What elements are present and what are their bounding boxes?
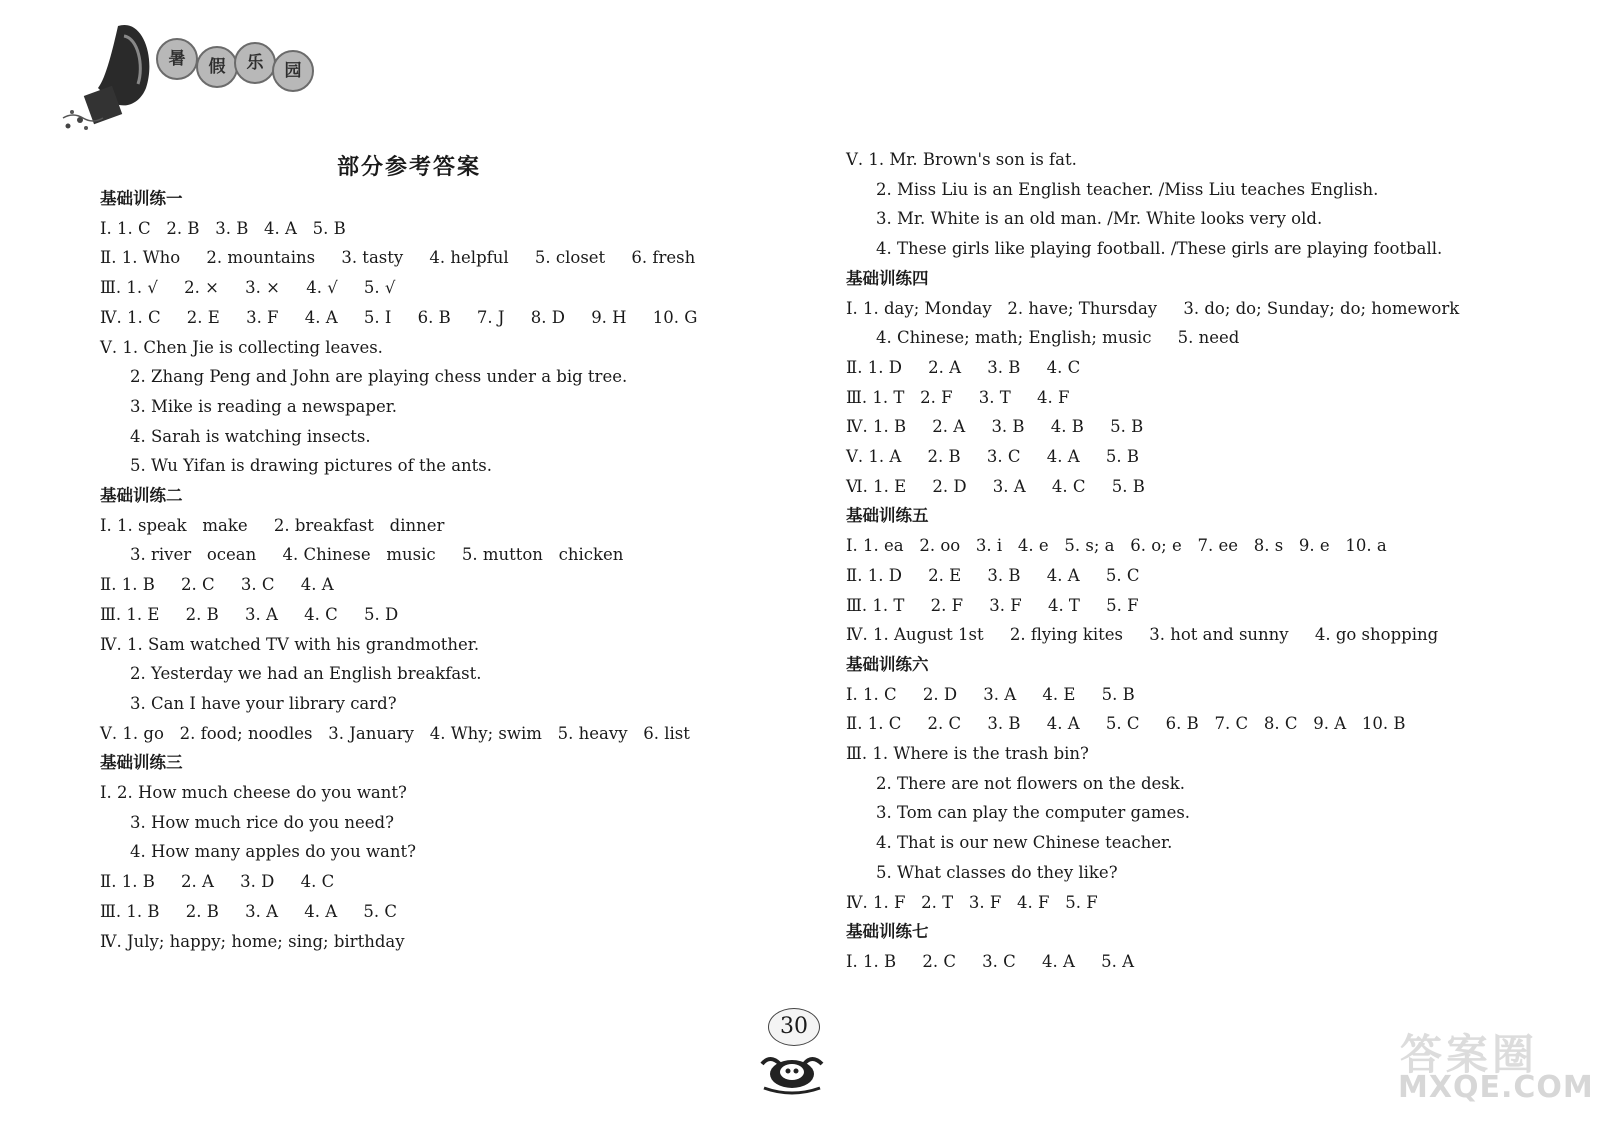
answer-line: Ⅲ. 1. √ 2. × 3. × 4. √ 5. √ [100,278,396,298]
answer-line: Ⅵ. 1. E 2. D 3. A 4. C 5. B [846,476,1145,496]
answer-line: Ⅳ. 1. C 2. E 3. F 4. A 5. I 6. B 7. J 8. D 9. H 10. G [100,307,698,327]
answer-line: Ⅲ. 1. T 2. F 3. T 4. F [846,387,1070,407]
answer-line: Ⅲ. 1. Where is the trash bin? [846,744,1089,763]
answer-line: Ⅱ. 1. Who 2. mountains 3. tasty 4. helpful 5. closet 6. fresh [100,248,696,268]
page-title: 部分参考答案 [337,155,482,180]
answer-line: Ⅲ. 1. B 2. B 3. A 4. A 5. C [100,901,397,921]
answer-line: Ⅴ. 1. go 2. food; noodles 3. January 4. Why; swim 5. heavy 6. list [100,723,690,743]
answer-line: Ⅱ. 1. B 2. C 3. C 4. A [100,575,334,595]
answer-line: 3. How much rice do you need? [130,812,394,832]
answer-line: Ⅱ. 1. C 2. C 3. B 4. A 5. C 6. B 7. C 8. C 9. A 10. B [846,714,1406,734]
answer-line: 3. Tom can play the computer games. [876,803,1191,823]
answer-line: Ⅰ. 1. C 2. D 3. A 4. E 5. B [846,684,1135,704]
answer-line: Ⅲ. 1. E 2. B 3. A 4. C 5. D [100,604,399,624]
gramophone-icon [58,18,158,138]
answer-line: Ⅰ. 1. C 2. B 3. B 4. A 5. B [100,218,346,238]
answer-line: Ⅰ. 1. ea 2. oo 3. i 4. e 5. s; a 6. o; e 7. ee 8. s 9. e 10. a [846,536,1387,556]
answer-line: 4. How many apples do you want? [130,842,417,862]
page-number: 30 [768,1008,820,1046]
answer-line: 3. river ocean 4. Chinese music 5. mutton chicken [130,545,624,565]
answer-line: Ⅳ. July; happy; home; sing; birthday [100,931,405,951]
answer-line: Ⅴ. 1. Chen Jie is collecting leaves. [100,337,383,357]
answer-line: 3. Can I have your library card? [130,693,397,713]
answer-line: Ⅱ. 1. D 2. A 3. B 4. C [846,357,1081,377]
answer-line: Ⅴ. 1. Mr. Brown's son is fat. [846,150,1077,169]
section-heading: 基础训练七 [846,922,929,942]
section-heading: 基础训练三 [100,753,183,773]
answer-line: 4. Chinese; math; English; music 5. need [876,328,1240,348]
answer-line: 3. Mike is reading a newspaper. [130,396,398,416]
answer-line: 2. Yesterday we had an English breakfast. [130,664,482,684]
logo-char-4: 园 [272,50,314,92]
section-heading: 基础训练二 [100,486,183,505]
answer-line: 5. What classes do they like? [876,862,1118,882]
watermark-chinese: 答案圈 [1400,1030,1539,1079]
panda-mascot-icon [752,1044,832,1096]
answer-line: Ⅰ. 1. speak make 2. breakfast dinner [100,515,445,535]
answer-line: Ⅴ. 1. A 2. B 3. C 4. A 5. B [846,447,1139,466]
answer-line: Ⅲ. 1. T 2. F 3. F 4. T 5. F [846,595,1139,615]
answer-line: 5. Wu Yifan is drawing pictures of the ants. [130,456,493,476]
answer-line: 2. Miss Liu is an English teacher. /Miss Liu teaches English. [876,179,1379,199]
watermark-url: MXQE.COM [1398,1070,1594,1105]
answer-line: 2. There are not flowers on the desk. [876,773,1185,793]
answer-line: Ⅰ. 1. B 2. C 3. C 4. A 5. A [846,951,1135,971]
section-heading: 基础训练六 [846,654,929,674]
answer-line: 4. Sarah is watching insects. [130,426,371,446]
answer-line: Ⅰ. 2. How much cheese do you want? [100,783,407,802]
section-heading: 基础训练五 [846,506,929,526]
section-heading: 基础训练一 [100,189,183,208]
logo-char-1: 暑 [156,38,198,80]
section-heading: 基础训练四 [846,268,929,288]
logo-char-2: 假 [196,46,238,88]
answer-line: Ⅱ. 1. D 2. E 3. B 4. A 5. C [846,565,1140,585]
answer-line: 4. That is our new Chinese teacher. [876,833,1173,853]
logo-char-3: 乐 [234,42,276,84]
answer-line: 4. These girls like playing football. /These girls are playing football. [876,239,1443,259]
answer-line: 2. Zhang Peng and John are playing chess under a big tree. [130,367,628,387]
answer-line: Ⅳ. 1. August 1st 2. flying kites 3. hot and sunny 4. go shopping [846,625,1439,645]
answer-line: 3. Mr. White is an old man. /Mr. White looks very old. [876,209,1323,229]
answer-line: Ⅳ. 1. B 2. A 3. B 4. B 5. B [846,417,1144,437]
answer-line: Ⅳ. 1. Sam watched TV with his grandmother. [100,634,480,654]
answer-line: Ⅳ. 1. F 2. T 3. F 4. F 5. F [846,892,1098,912]
answer-line: Ⅰ. 1. day; Monday 2. have; Thursday 3. do; do; Sunday; do; homework [846,298,1460,318]
answer-line: Ⅱ. 1. B 2. A 3. D 4. C [100,872,335,892]
